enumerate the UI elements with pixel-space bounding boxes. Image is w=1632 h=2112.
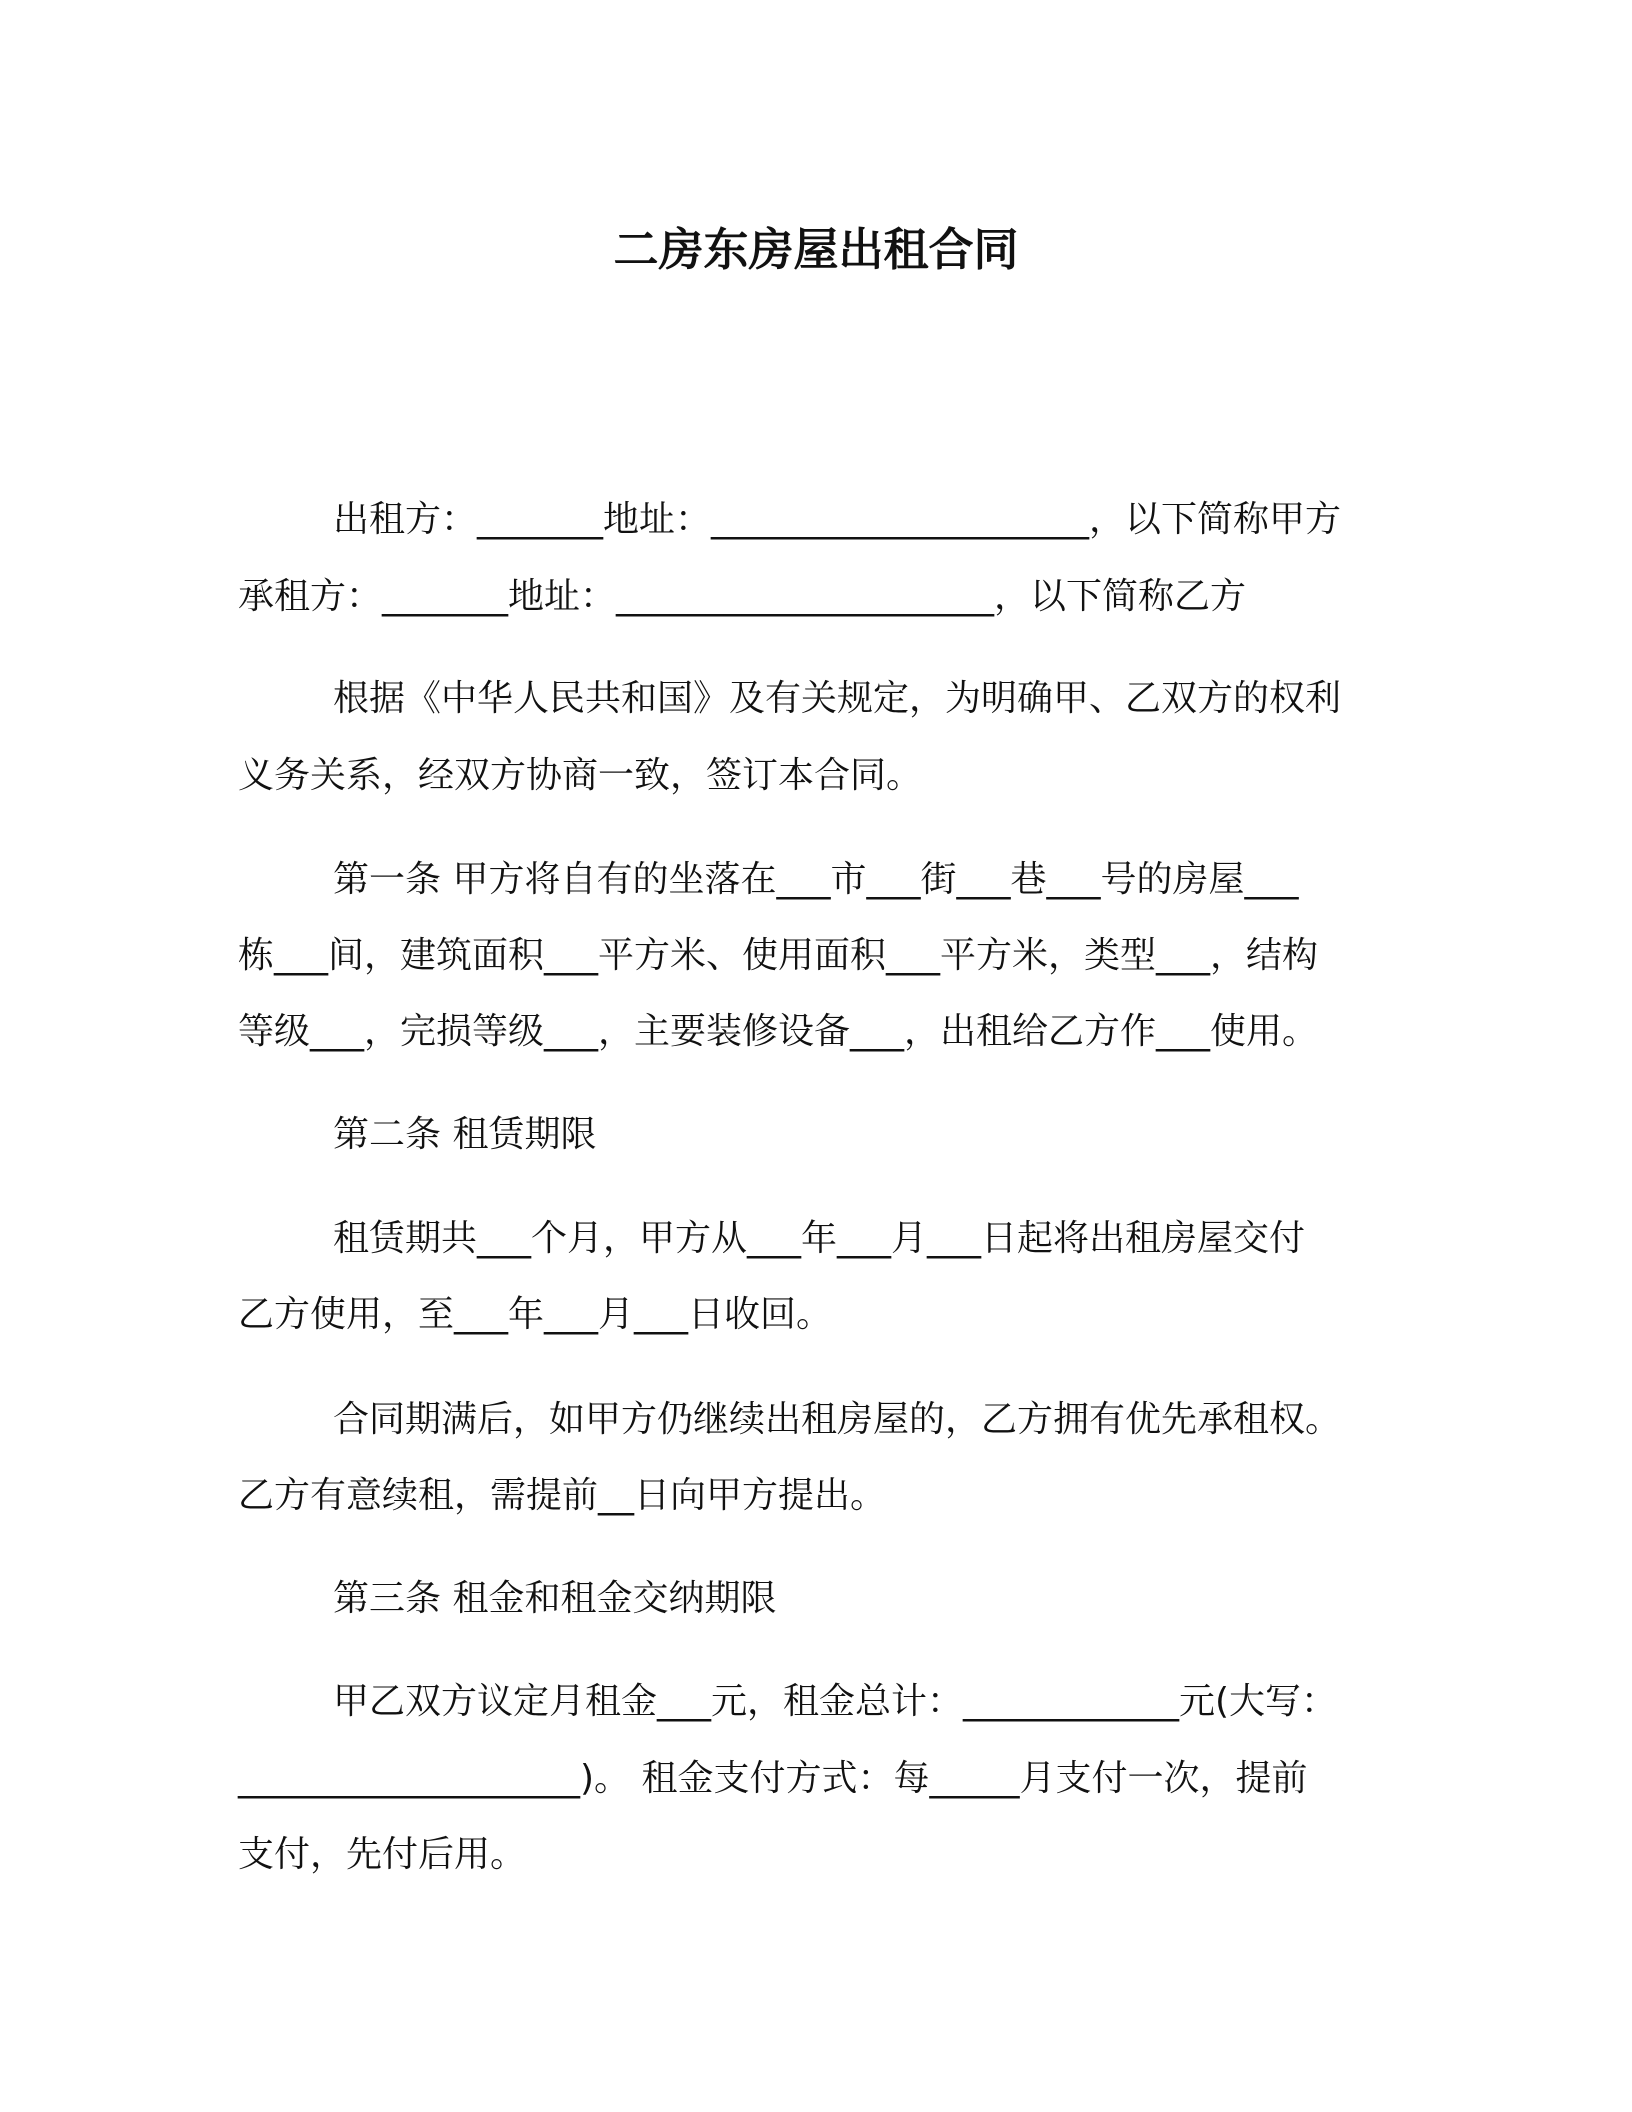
rent-line-2: ___________________)。 租金支付方式：每_____月支付一次，提前 (238, 1758, 1308, 1799)
renewal-line-1: 合同期满后，如甲方仍继续出租房屋的，乙方拥有优先承租权。 (333, 1399, 1342, 1440)
lease-term-line-2: 乙方使用，至___年___月___日收回。 (238, 1294, 833, 1335)
article-1-line-1: 第一条 甲方将自有的坐落在___市___街___巷___号的房屋___ (333, 859, 1299, 900)
lessor-line: 出租方：_______地址：_____________________，以下简称甲方 (333, 499, 1342, 540)
lessee-line: 承租方：_______地址：_____________________，以下简称乙方 (238, 576, 1247, 617)
lease-term-line-1: 租赁期共___个月，甲方从___年___月___日起将出租房屋交付 (333, 1218, 1306, 1259)
article-1-line-3: 等级___，完损等级___，主要装修设备___，出租给乙方作___使用。 (238, 1011, 1319, 1052)
renewal-line-2: 乙方有意续租，需提前__日向甲方提出。 (238, 1475, 887, 1516)
preamble-line-2: 义务关系，经双方协商一致，签订本合同。 (238, 755, 923, 796)
document-title: 二房东房屋出租合同 (613, 223, 1019, 276)
article-2-heading: 第二条 租赁期限 (333, 1114, 597, 1155)
article-1-line-2: 栋___间，建筑面积___平方米、使用面积___平方米，类型___，结构 (238, 935, 1319, 976)
article-3-heading: 第三条 租金和租金交纳期限 (333, 1578, 777, 1619)
rent-line-3: 支付，先付后用。 (238, 1834, 527, 1875)
preamble-line-1: 根据《中华人民共和国》及有关规定，为明确甲、乙双方的权利 (333, 678, 1342, 719)
rent-line-1: 甲乙双方议定月租金___元，租金总计：____________元(大写： (333, 1681, 1338, 1722)
